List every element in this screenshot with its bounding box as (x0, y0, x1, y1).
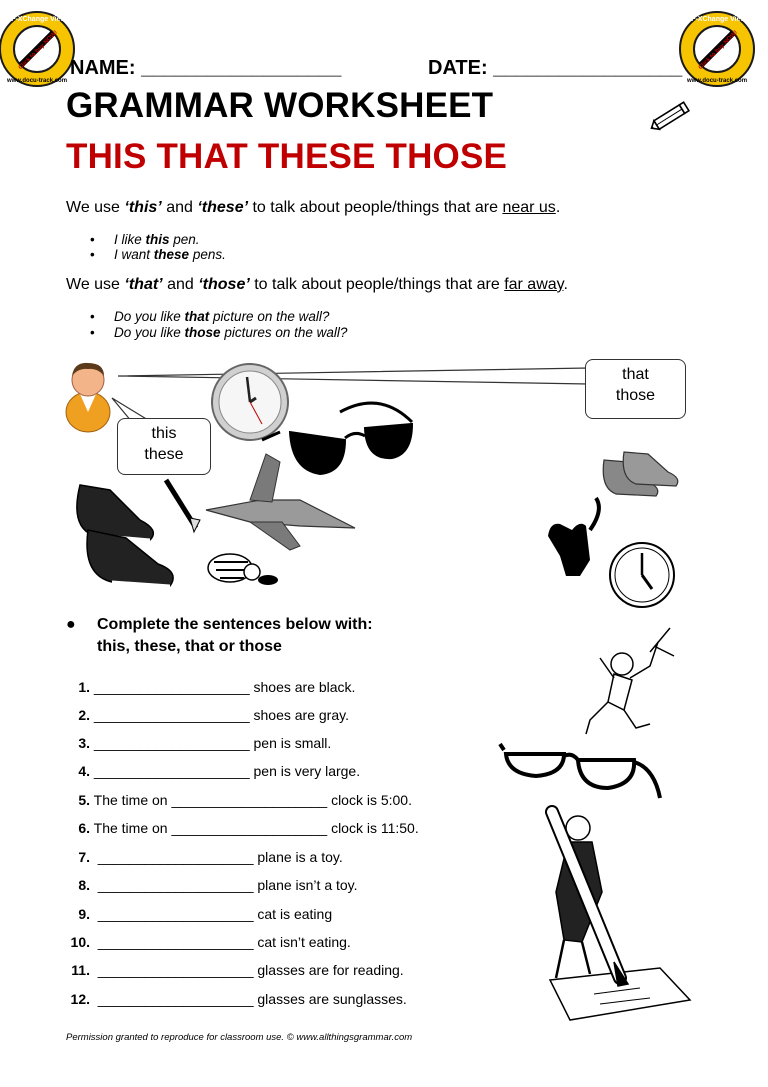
rule-text: We use (66, 276, 125, 293)
sentence-text: ____________________ cat is eating (90, 906, 333, 922)
pen-icon (166, 480, 200, 532)
right-illustrations (490, 622, 720, 1024)
pencil-icon (648, 98, 694, 139)
rule-text: We use (66, 199, 125, 216)
cat-eating-icon (208, 554, 278, 585)
badge-ring-top: PDF-XChange Viewer (681, 16, 753, 23)
keyword-those: ‘those’ (198, 276, 250, 293)
sentence-number: 8. (78, 877, 90, 893)
task-line-1: Complete the sentences below with: (97, 616, 373, 633)
near-speech-bubble (117, 418, 211, 475)
keyword-that: ‘that’ (124, 276, 163, 293)
rule-far (66, 276, 568, 294)
rule-near (66, 199, 560, 217)
sentence-item (62, 792, 412, 808)
woman-with-giant-pen-icon (550, 812, 690, 1020)
far-speech-bubble (585, 359, 686, 419)
badge-center-text: Click to buy NOW! (17, 29, 60, 72)
bubble-word-these: these (144, 446, 184, 463)
badge-ring-bottom: www.docu-track.com (686, 78, 748, 84)
rule-text: and (161, 199, 198, 216)
sentence-text: ____________________ shoes are black. (90, 679, 356, 695)
sentence-number: 7. (78, 849, 90, 865)
pdf-xchange-badge-left[interactable] (0, 10, 76, 88)
sentence-number: 6. (78, 820, 90, 836)
task-bullet: ● (66, 616, 76, 633)
sentence-text: ____________________ plane is a toy. (90, 849, 343, 865)
keyword-this: ‘this’ (124, 199, 162, 216)
badge-center-text: Click to buy NOW! (697, 29, 740, 72)
black-cat-icon (548, 498, 599, 576)
sentence-item (62, 849, 343, 865)
sentence-item (62, 877, 358, 893)
sentence-item (62, 763, 360, 779)
sentence-item (62, 934, 351, 950)
sneakers-near-icon (77, 485, 173, 586)
phrase-far-away: far away (504, 276, 564, 293)
sentence-item (62, 991, 407, 1007)
sentence-text: ____________________ glasses are sunglasses. (90, 991, 407, 1007)
sentence-number: 10. (70, 934, 90, 950)
sentence-text: ____________________ glasses are for reading. (90, 962, 404, 978)
date-field-label: DATE: _________________ (428, 57, 683, 79)
rule-text: . (563, 276, 568, 293)
sneakers-far-icon (603, 452, 678, 496)
bubble-word-that: that (622, 366, 649, 383)
pdf-xchange-badge-right[interactable] (678, 10, 756, 88)
boy-with-toy-plane-icon (586, 628, 674, 734)
name-field-label: NAME: __________________ (70, 57, 342, 79)
sentence-item (62, 735, 331, 751)
phrase-near-us: near us (502, 199, 556, 216)
sentence-item (62, 962, 404, 978)
sentence-text: ____________________ pen is small. (90, 735, 332, 751)
sentence-text: ____________________ shoes are gray. (90, 707, 349, 723)
worksheet-title: GRAMMAR WORKSHEET (66, 86, 494, 125)
wall-clock-icon (212, 364, 288, 440)
sentence-text: The time on ____________________ clock is 5:00. (90, 792, 412, 808)
task-line-2: this, these, that or those (97, 638, 282, 655)
rule-text: to talk about people/things that are (248, 199, 503, 216)
rule-text: to talk about people/things that are (249, 276, 505, 293)
sentence-number: 3. (78, 735, 90, 751)
bubble-word-those: those (615, 387, 656, 404)
badge-ring-bottom: www.docu-track.com (6, 78, 68, 84)
sentence-text: ____________________ plane isn’t a toy. (90, 877, 358, 893)
sentence-number: 11. (71, 962, 90, 978)
sentence-text: ____________________ pen is very large. (90, 763, 361, 779)
rule-text: . (555, 199, 561, 216)
sentence-number: 5. (78, 792, 90, 808)
sentence-number: 9. (78, 906, 90, 922)
keyword-these: ‘these’ (197, 199, 249, 216)
worksheet-subtitle: THIS THAT THESE THOSE (66, 137, 508, 176)
sentence-number: 12. (70, 991, 90, 1007)
bubble-word-this: this (151, 425, 177, 442)
sentence-number: 4. (78, 763, 90, 779)
rule-text: and (162, 276, 199, 293)
far-bubble-tail (118, 368, 588, 384)
sentence-number: 1. (78, 679, 90, 695)
sentence-text: The time on ____________________ clock is 11:50. (90, 820, 419, 836)
badge-ring-top: PDF-XChange Viewer (1, 16, 73, 23)
sentence-item (62, 906, 332, 922)
person-icon (66, 363, 110, 432)
sentence-text: ____________________ cat isn’t eating. (90, 934, 351, 950)
reading-glasses-icon (500, 744, 660, 798)
sentence-item (62, 707, 349, 723)
footer-permission: Permission granted to reproduce for classroom use. © www.allthingsgrammar.com (66, 1032, 413, 1043)
wall-clock-far-icon (610, 543, 674, 607)
sentence-item (62, 679, 355, 695)
sentence-number: 2. (78, 707, 90, 723)
sentence-item (62, 820, 419, 836)
